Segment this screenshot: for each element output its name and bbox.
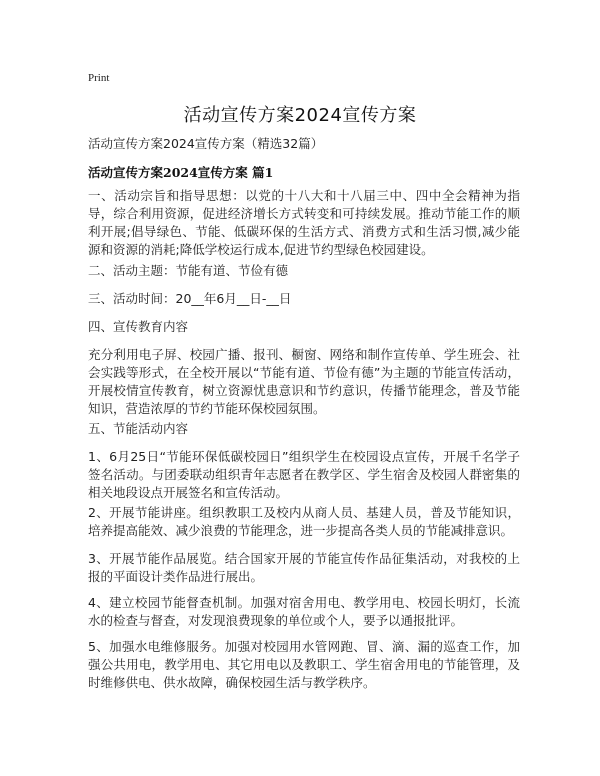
paragraph-theme: 二、活动主题：节能有道、节俭有德 bbox=[88, 263, 289, 278]
paragraph-purpose: 一、活动宗旨和指导思想：以党的十八大和十八届三中、四中全会精神为指导，综合利用资源，促进经济增长方式转变和可持续发展。推动节能工作的顺利开展;倡导绿色、节能、低碳环保的生活方式、消费方式和生活习惯,减少能源和资源的消耗;降低学校运行成本,促进节约型绿色校园建设。 bbox=[88, 188, 520, 257]
document-subtitle: 活动宣传方案2024宣传方案（精选32篇） bbox=[88, 136, 324, 151]
paragraph-activity-4: 4、建立校园节能督查机制。加强对宿舍用电、教学用电、校园长明灯，长流水的检查与督查，对发现浪费现象的单位或个人，要予以通报批评。 bbox=[88, 595, 520, 628]
document-title: 活动宣传方案2024宣传方案 bbox=[183, 105, 417, 126]
paragraph-activity-5: 5、加强水电维修服务。加强对校园用水管网跑、冒、滴、漏的巡查工作，加强公共用电，教学用电、其它用电以及教职工、学生宿舍用电的节能管理，及时维修供电、供水故障，确保校园生活与教学秩序。 bbox=[88, 639, 520, 690]
paragraph-education-content: 充分利用电子屏、校园广播、报刊、橱窗、网络和制作宣传单、学生班会、社会实践等形式，在全校开展以“节能有道、节俭有德”为主题的节能宣传活动，开展校情宣传教育，树立资源忧患意识和节约意识，传播节能理念，普及节能知识，营造浓厚的节约节能环保校园氛围。 bbox=[88, 347, 520, 416]
paragraph-activity-3: 3、开展节能作品展览。结合国家开展的节能宣传作品征集活动，对我校的上报的平面设计类作品进行展出。 bbox=[88, 551, 520, 584]
paragraph-activity-1: 1、6月25日“节能环保低碳校园日”组织学生在校园设点宣传，开展千名学子签名活动。与团委联动组织青年志愿者在教学区、学生宿舍及校园人群密集的相关地段设点开展签名和宣传活动。 bbox=[88, 449, 520, 500]
print-label: Print bbox=[88, 72, 110, 84]
paragraph-education-heading: 四、宣传教育内容 bbox=[88, 319, 189, 334]
paragraph-activity-2: 2、开展节能讲座。组织教职工及校内从商人员、基建人员，普及节能知识，培养提高能效、减少浪费的节能理念，进一步提高各类人员的节能减排意识。 bbox=[88, 505, 520, 538]
paragraph-time: 三、活动时间：20__年6月__日-__日 bbox=[88, 291, 292, 306]
section-heading: 活动宣传方案2024宣传方案 篇1 bbox=[88, 165, 274, 180]
paragraph-activities-heading: 五、节能活动内容 bbox=[88, 421, 189, 436]
